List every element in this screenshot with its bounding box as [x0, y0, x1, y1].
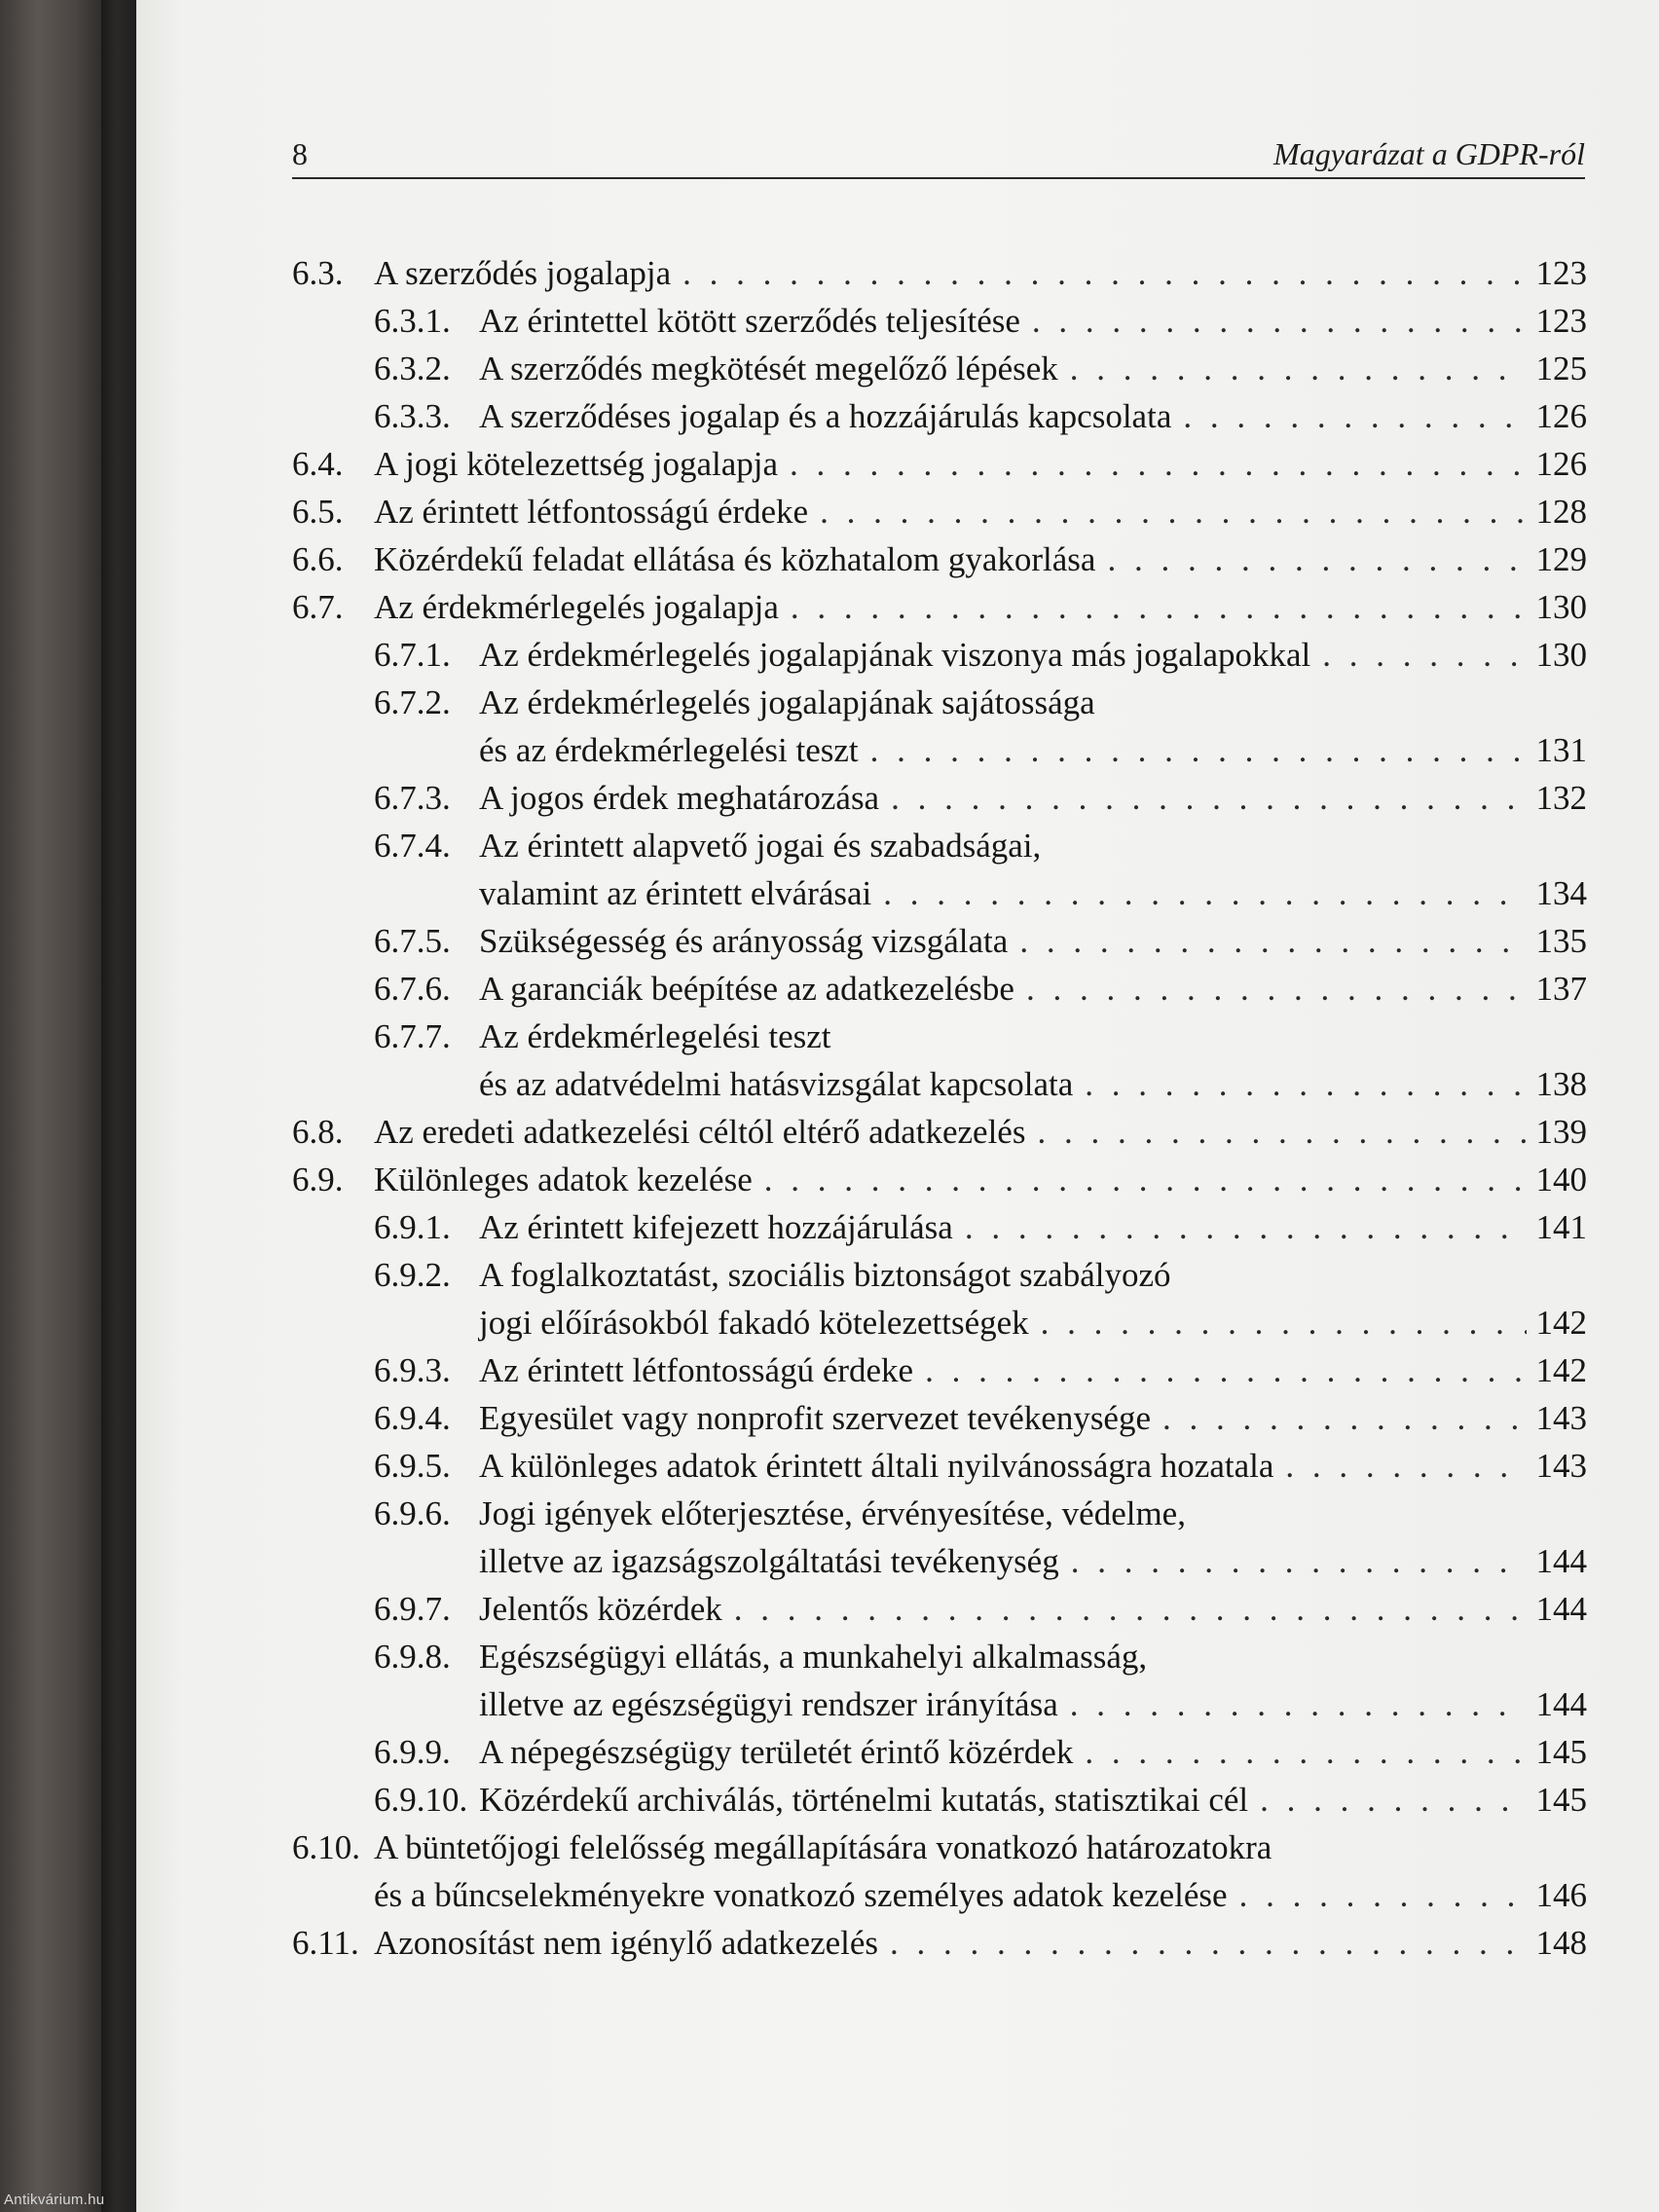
toc-entry-title: Az érdekmérlegelés jogalapjának viszonya más jogalapokkal — [479, 636, 1311, 674]
toc-leader-dots — [883, 869, 1526, 917]
toc-entry-title: Az érdekmérlegelési teszt — [479, 1017, 831, 1055]
toc-entry-title: valamint az érintett elvárásai — [479, 874, 872, 912]
toc-entry-number: 6.3.3. — [374, 397, 451, 435]
toc-entry-line — [374, 345, 1587, 392]
toc-entry-title: illetve az igazságszolgáltatási tevékenység — [479, 1542, 1059, 1580]
toc-entry-number: 6.9.7. — [374, 1590, 451, 1628]
toc-entry-title: Az érintett létfontosságú érdeke — [374, 493, 809, 531]
toc-entry — [292, 965, 1587, 1013]
toc-entry-line — [374, 822, 1587, 869]
watermark: Antikvárium.hu — [4, 2192, 105, 2208]
toc-entry — [292, 1824, 1587, 1919]
toc-entry-title: Az érdekmérlegelés jogalapja — [374, 588, 779, 626]
toc-entry-title: A jogi kötelezettség jogalapja — [374, 445, 779, 483]
toc-entry — [292, 631, 1587, 679]
toc-entry-line — [374, 1251, 1587, 1299]
toc-leader-dots — [820, 488, 1526, 535]
toc-leader-dots — [1322, 631, 1526, 679]
toc-entry-title: Az érintett alapvető jogai és szabadságai, — [479, 827, 1042, 865]
table-of-contents — [292, 249, 1587, 1967]
toc-entry-line — [374, 1585, 1587, 1633]
toc-leader-dots — [791, 583, 1527, 631]
toc-entry — [292, 1490, 1587, 1585]
toc-entry-number: 6.5. — [292, 493, 344, 531]
toc-entry-line — [374, 1442, 1587, 1490]
toc-entry-line — [292, 583, 1587, 631]
toc-entry-number: 6.10. — [292, 1828, 360, 1866]
desk-background — [0, 0, 107, 2212]
toc-leader-dots — [1085, 1728, 1526, 1776]
toc-entry-line — [292, 488, 1587, 535]
toc-entry-page: 128 — [1535, 493, 1587, 531]
toc-entry-number: 6.4. — [292, 445, 344, 483]
toc-entry-title: és az adatvédelmi hatásvizsgálat kapcsolata — [479, 1065, 1074, 1103]
toc-leader-dots — [1183, 392, 1526, 440]
toc-entry-title: A jogos érdek meghatározása — [479, 779, 880, 817]
toc-entry-number: 6.9.3. — [374, 1351, 451, 1389]
toc-entry — [292, 1919, 1587, 1967]
toc-entry-number: 6.3.2. — [374, 350, 451, 387]
toc-entry-number: 6.8. — [292, 1113, 344, 1151]
toc-entry-line — [374, 1203, 1587, 1251]
toc-entry — [292, 583, 1587, 631]
toc-entry-line — [374, 1394, 1587, 1442]
toc-entry-title: Az érintett kifejezett hozzájárulása — [479, 1208, 953, 1246]
toc-entry — [292, 1394, 1587, 1442]
toc-entry-title: A szerződéses jogalap és a hozzájárulás kapcsolata — [479, 397, 1172, 435]
toc-entry-title: Közérdekű archiválás, történelmi kutatás, statisztikai cél — [479, 1781, 1249, 1819]
toc-entry-number: 6.9.8. — [374, 1638, 451, 1676]
toc-entry-page: 144 — [1535, 1542, 1587, 1580]
toc-entry-number: 6.7.3. — [374, 779, 451, 817]
toc-entry-page: 146 — [1535, 1876, 1587, 1914]
toc-entry-title: Közérdekű feladat ellátása és közhatalom gyakorlása — [374, 540, 1096, 578]
toc-entry-title: Egészségügyi ellátás, a munkahelyi alkalmasság, — [479, 1638, 1148, 1676]
toc-entry-title: illetve az egészségügyi rendszer irányítása — [479, 1685, 1058, 1723]
toc-entry-number: 6.9.9. — [374, 1733, 451, 1771]
toc-entry-title: A népegészségügy területét érintő közérdek — [479, 1733, 1074, 1771]
toc-entry — [292, 1585, 1587, 1633]
toc-entry-page: 132 — [1535, 779, 1587, 817]
toc-entry-title: Az érintett létfontosságú érdeke — [479, 1351, 914, 1389]
toc-entry-page: 140 — [1535, 1161, 1587, 1198]
toc-entry-line — [374, 1490, 1587, 1537]
toc-leader-dots — [1037, 1108, 1526, 1156]
toc-entry-line — [374, 392, 1587, 440]
toc-entry-number: 6.7.6. — [374, 970, 451, 1008]
toc-entry — [292, 249, 1587, 297]
toc-entry-number: 6.7.5. — [374, 922, 451, 960]
toc-entry-line — [292, 440, 1587, 488]
toc-entry — [292, 345, 1587, 392]
toc-entry-page: 130 — [1535, 636, 1587, 674]
page-number: 8 — [292, 136, 308, 171]
toc-entry — [292, 1108, 1587, 1156]
toc-leader-dots — [1070, 1680, 1527, 1728]
toc-entry-page: 130 — [1535, 588, 1587, 626]
toc-entry-page: 129 — [1535, 540, 1587, 578]
toc-leader-dots — [1041, 1299, 1527, 1346]
toc-entry-line — [292, 1871, 1587, 1919]
toc-leader-dots — [1260, 1776, 1526, 1824]
toc-entry — [292, 1346, 1587, 1394]
toc-entry-line — [374, 1060, 1587, 1108]
toc-entry-line — [374, 965, 1587, 1013]
toc-entry-line — [374, 869, 1587, 917]
toc-entry-page: 144 — [1535, 1685, 1587, 1723]
toc-entry-number: 6.9.2. — [374, 1256, 451, 1294]
toc-entry-title: A büntetőjogi felelősség megállapítására vonatkozó határozatokra — [374, 1828, 1272, 1866]
toc-entry-page: 145 — [1535, 1781, 1587, 1819]
toc-leader-dots — [1285, 1442, 1526, 1490]
toc-entry — [292, 774, 1587, 822]
toc-entry-title: Egyesület vagy nonprofit szervezet tevékenysége — [479, 1399, 1152, 1437]
toc-entry — [292, 297, 1587, 345]
toc-entry-line — [374, 1776, 1587, 1824]
toc-entry-line — [374, 726, 1587, 774]
toc-entry-line — [374, 917, 1587, 965]
toc-entry-title: A garanciák beépítése az adatkezelésbe — [479, 970, 1014, 1008]
toc-entry-number: 6.7.7. — [374, 1017, 451, 1055]
toc-leader-dots — [890, 1919, 1526, 1967]
toc-leader-dots — [1070, 345, 1527, 392]
toc-leader-dots — [1026, 965, 1527, 1013]
toc-entry-number: 6.3. — [292, 254, 344, 292]
toc-entry-line — [374, 297, 1587, 345]
toc-entry-line — [374, 1633, 1587, 1680]
toc-entry-page: 131 — [1535, 731, 1587, 769]
toc-entry-page: 123 — [1535, 302, 1587, 340]
toc-entry-line — [374, 1680, 1587, 1728]
toc-entry-title: jogi előírásokból fakadó kötelezettségek — [479, 1304, 1029, 1342]
toc-entry-title: Az érintettel kötött szerződés teljesítése — [479, 302, 1020, 340]
toc-entry-page: 144 — [1535, 1590, 1587, 1628]
toc-entry-line — [374, 1013, 1587, 1060]
toc-entry — [292, 1013, 1587, 1108]
toc-entry-number: 6.11. — [292, 1924, 359, 1962]
toc-entry-page: 143 — [1535, 1447, 1587, 1485]
toc-entry — [292, 1633, 1587, 1728]
book-spine — [101, 0, 138, 2212]
toc-entry-number: 6.9.1. — [374, 1208, 451, 1246]
toc-entry-title: Az eredeti adatkezelési céltól eltérő adatkezelés — [374, 1113, 1026, 1151]
toc-leader-dots — [925, 1346, 1526, 1394]
toc-leader-dots — [1162, 1394, 1526, 1442]
toc-entry — [292, 679, 1587, 774]
toc-entry-number: 6.6. — [292, 540, 344, 578]
toc-entry-line — [292, 535, 1587, 583]
toc-entry — [292, 1776, 1587, 1824]
toc-entry-title: Különleges adatok kezelése — [374, 1161, 753, 1198]
toc-entry-title: és az érdekmérlegelési teszt — [479, 731, 859, 769]
toc-entry — [292, 392, 1587, 440]
toc-entry-title: Az érdekmérlegelés jogalapjának sajátossága — [479, 683, 1095, 721]
toc-entry-line — [374, 1346, 1587, 1394]
toc-entry-line — [292, 1108, 1587, 1156]
toc-entry-page: 135 — [1535, 922, 1587, 960]
toc-entry-title: Jelentős közérdek — [479, 1590, 722, 1628]
toc-entry-title: A szerződés jogalapja — [374, 254, 672, 292]
toc-entry — [292, 1251, 1587, 1346]
toc-entry-page: 137 — [1535, 970, 1587, 1008]
toc-entry-page: 125 — [1535, 350, 1587, 387]
toc-entry-page: 126 — [1535, 397, 1587, 435]
toc-entry-number: 6.9.5. — [374, 1447, 451, 1485]
toc-leader-dots — [1239, 1871, 1527, 1919]
toc-entry-number: 6.9.4. — [374, 1399, 451, 1437]
toc-entry-number: 6.3.1. — [374, 302, 451, 340]
toc-leader-dots — [870, 726, 1527, 774]
toc-entry-number: 6.9. — [292, 1161, 344, 1198]
toc-entry-title: A szerződés megkötését megelőző lépések — [479, 350, 1058, 387]
toc-leader-dots — [734, 1585, 1527, 1633]
toc-entry — [292, 1203, 1587, 1251]
toc-entry-page: 139 — [1535, 1113, 1587, 1151]
toc-entry-page: 145 — [1535, 1733, 1587, 1771]
toc-leader-dots — [764, 1156, 1527, 1203]
toc-entry-page: 142 — [1535, 1304, 1587, 1342]
toc-entry-line — [292, 249, 1587, 297]
toc-entry-number: 6.7.2. — [374, 683, 451, 721]
toc-entry-page: 138 — [1535, 1065, 1587, 1103]
toc-entry-number: 6.9.6. — [374, 1494, 451, 1532]
toc-entry-page: 142 — [1535, 1351, 1587, 1389]
toc-entry-number: 6.9.10. — [374, 1781, 468, 1819]
toc-leader-dots — [1071, 1537, 1527, 1585]
toc-leader-dots — [1032, 297, 1527, 345]
toc-entry-title: Azonosítást nem igénylő adatkezelés — [374, 1924, 879, 1962]
toc-entry-line — [292, 1919, 1587, 1967]
toc-entry-line — [374, 1728, 1587, 1776]
toc-entry-title: Jogi igények előterjesztése, érvényesítése, védelme, — [479, 1494, 1186, 1532]
toc-leader-dots — [891, 774, 1526, 822]
toc-entry-number: 6.7.4. — [374, 827, 451, 865]
toc-entry-page: 148 — [1535, 1924, 1587, 1962]
toc-entry-number: 6.7.1. — [374, 636, 451, 674]
toc-entry-page: 126 — [1535, 445, 1587, 483]
toc-entry-page: 141 — [1535, 1208, 1587, 1246]
toc-entry-page: 123 — [1535, 254, 1587, 292]
toc-entry — [292, 822, 1587, 917]
toc-entry — [292, 1442, 1587, 1490]
toc-entry-title: A foglalkoztatást, szociális biztonságot szabályozó — [479, 1256, 1171, 1294]
toc-entry-title: Szükségesség és arányosság vizsgálata — [479, 922, 1009, 960]
toc-entry — [292, 917, 1587, 965]
toc-entry-title: és a bűncselekményekre vonatkozó személyes adatok kezelése — [374, 1876, 1228, 1914]
toc-leader-dots — [965, 1203, 1527, 1251]
toc-entry-number: 6.7. — [292, 588, 344, 626]
toc-leader-dots — [1107, 535, 1526, 583]
toc-leader-dots — [682, 249, 1526, 297]
toc-leader-dots — [1019, 917, 1526, 965]
page-header — [292, 129, 1585, 179]
toc-entry-line — [292, 1824, 1587, 1871]
toc-entry-line — [374, 631, 1587, 679]
toc-entry — [292, 488, 1587, 535]
toc-entry-title: A különleges adatok érintett általi nyilvánosságra hozatala — [479, 1447, 1274, 1485]
toc-entry — [292, 1156, 1587, 1203]
toc-entry-page: 134 — [1535, 874, 1587, 912]
toc-entry-line — [374, 774, 1587, 822]
toc-leader-dots — [790, 440, 1526, 488]
toc-entry-line — [292, 1156, 1587, 1203]
toc-leader-dots — [1085, 1060, 1526, 1108]
running-title: Magyarázat a GDPR-ról — [1273, 136, 1585, 171]
toc-entry — [292, 1728, 1587, 1776]
toc-entry-line — [374, 1299, 1587, 1346]
toc-entry-line — [374, 1537, 1587, 1585]
toc-entry-line — [374, 679, 1587, 726]
toc-entry-page: 143 — [1535, 1399, 1587, 1437]
toc-entry — [292, 535, 1587, 583]
toc-entry — [292, 440, 1587, 488]
